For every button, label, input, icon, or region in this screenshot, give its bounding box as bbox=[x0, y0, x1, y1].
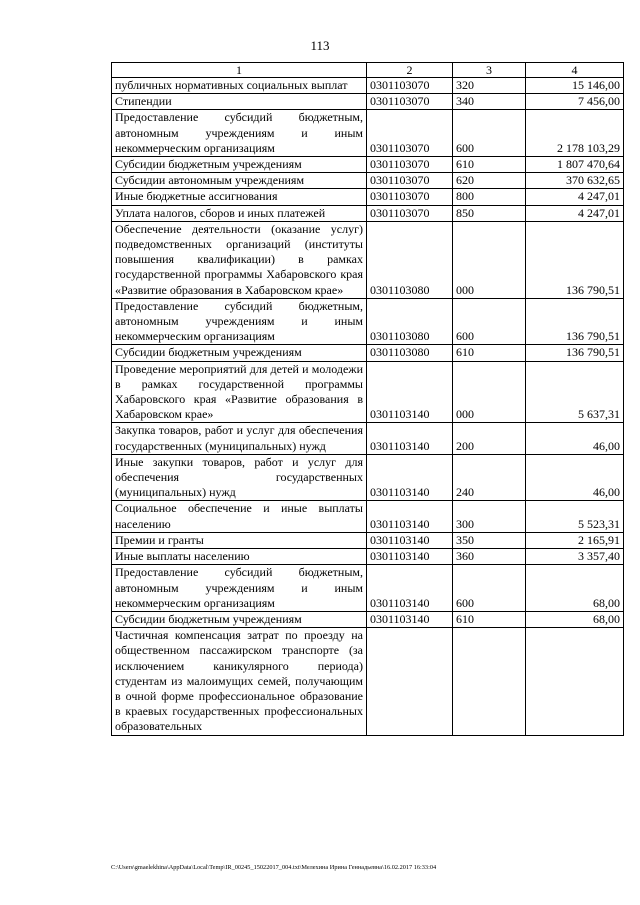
row-type: 800 bbox=[453, 189, 526, 205]
row-type: 240 bbox=[453, 454, 526, 501]
row-amount: 46,00 bbox=[526, 454, 624, 501]
budget-table bbox=[111, 62, 624, 736]
table-row bbox=[112, 345, 624, 361]
row-code: 0301103140 bbox=[367, 423, 453, 454]
row-type: 340 bbox=[453, 94, 526, 110]
table-row bbox=[112, 78, 624, 94]
row-amount: 136 790,51 bbox=[526, 345, 624, 361]
row-name: Иные выплаты населению bbox=[112, 549, 367, 565]
row-code: 0301103070 bbox=[367, 173, 453, 189]
table-row bbox=[112, 549, 624, 565]
row-code: 0301103080 bbox=[367, 298, 453, 345]
row-name: Стипендии bbox=[112, 94, 367, 110]
row-amount: 4 247,01 bbox=[526, 189, 624, 205]
row-type: 300 bbox=[453, 501, 526, 532]
row-amount: 3 357,40 bbox=[526, 549, 624, 565]
row-name: Обеспечение деятельности (оказание услуг) подведомственных организаций (институты повышения квалификации) в рамках государственной программы Хабаровского края «Развитие образования в Хабаровском крае» bbox=[112, 221, 367, 298]
row-type-empty bbox=[453, 628, 526, 735]
header-col-1: 1 bbox=[112, 63, 367, 78]
row-amount: 2 178 103,29 bbox=[526, 110, 624, 157]
table-row bbox=[112, 173, 624, 189]
row-name: Субсидии бюджетным учреждениям bbox=[112, 611, 367, 627]
row-name: Предоставление субсидий бюджетным, автономным учреждениям и иным некоммерческим организациям bbox=[112, 110, 367, 157]
row-code: 0301103140 bbox=[367, 565, 453, 612]
row-code: 0301103140 bbox=[367, 549, 453, 565]
row-amount: 1 807 470,64 bbox=[526, 157, 624, 173]
header-col-3: 3 bbox=[453, 63, 526, 78]
row-type: 850 bbox=[453, 205, 526, 221]
row-name: Частичная компенсация затрат по проезду на общественном пассажирском транспорте (за исключением каникулярного периода) студентам из малоимущих семей, получающим в очной форме профессиональное образование в краевых государственных профессиональных образовательных bbox=[112, 628, 367, 735]
document-footer-path: C:\Users\gmaelekhina\AppData\Local\Temp\IR_00245_15022017_004.txt\Мелехина Ирина Геннадьевна\16.02.2017 16:33:04 bbox=[111, 864, 437, 871]
row-amount: 136 790,51 bbox=[526, 221, 624, 298]
row-code: 0301103140 bbox=[367, 532, 453, 548]
table-row bbox=[112, 205, 624, 221]
row-name: Иные закупки товаров, работ и услуг для обеспечения государственных (муниципальных) нужд bbox=[112, 454, 367, 501]
table-row bbox=[112, 361, 624, 423]
row-code: 0301103070 bbox=[367, 205, 453, 221]
row-name: публичных нормативных социальных выплат bbox=[112, 78, 367, 94]
row-amount: 7 456,00 bbox=[526, 94, 624, 110]
row-type: 600 bbox=[453, 565, 526, 612]
table-row bbox=[112, 454, 624, 501]
table-row bbox=[112, 110, 624, 157]
table-row bbox=[112, 298, 624, 345]
table-row bbox=[112, 189, 624, 205]
table-row bbox=[112, 423, 624, 454]
row-code: 0301103080 bbox=[367, 345, 453, 361]
row-name: Проведение мероприятий для детей и молодежи в рамках государственной программы Хабаровского края «Развитие образования в Хабаровском крае» bbox=[112, 361, 367, 423]
header-col-2: 2 bbox=[367, 63, 453, 78]
row-name: Закупка товаров, работ и услуг для обеспечения государственных (муниципальных) нужд bbox=[112, 423, 367, 454]
row-name: Субсидии бюджетным учреждениям bbox=[112, 345, 367, 361]
row-amount: 5 523,31 bbox=[526, 501, 624, 532]
row-code: 0301103140 bbox=[367, 501, 453, 532]
table-row bbox=[112, 611, 624, 627]
row-amount: 370 632,65 bbox=[526, 173, 624, 189]
row-name: Иные бюджетные ассигнования bbox=[112, 189, 367, 205]
table-row bbox=[112, 157, 624, 173]
row-name: Предоставление субсидий бюджетным, автономным учреждениям и иным некоммерческим организациям bbox=[112, 565, 367, 612]
header-col-4: 4 bbox=[526, 63, 624, 78]
row-amount: 2 165,91 bbox=[526, 532, 624, 548]
page-number: 113 bbox=[310, 38, 330, 53]
row-amount-empty bbox=[526, 628, 624, 735]
row-name: Премии и гранты bbox=[112, 532, 367, 548]
row-type: 350 bbox=[453, 532, 526, 548]
row-type: 620 bbox=[453, 173, 526, 189]
table-row bbox=[112, 94, 624, 110]
table-row-continued bbox=[112, 628, 624, 735]
row-amount: 5 637,31 bbox=[526, 361, 624, 423]
row-amount: 136 790,51 bbox=[526, 298, 624, 345]
table-row bbox=[112, 221, 624, 298]
row-type: 200 bbox=[453, 423, 526, 454]
row-code: 0301103070 bbox=[367, 94, 453, 110]
row-type: 000 bbox=[453, 361, 526, 423]
row-amount: 4 247,01 bbox=[526, 205, 624, 221]
row-code: 0301103080 bbox=[367, 221, 453, 298]
row-name: Социальное обеспечение и иные выплаты населению bbox=[112, 501, 367, 532]
row-type: 610 bbox=[453, 345, 526, 361]
row-code: 0301103070 bbox=[367, 189, 453, 205]
row-type: 600 bbox=[453, 110, 526, 157]
row-type: 360 bbox=[453, 549, 526, 565]
row-type: 610 bbox=[453, 611, 526, 627]
row-type: 600 bbox=[453, 298, 526, 345]
row-code: 0301103070 bbox=[367, 157, 453, 173]
row-amount: 68,00 bbox=[526, 611, 624, 627]
row-amount: 15 146,00 bbox=[526, 78, 624, 94]
row-amount: 46,00 bbox=[526, 423, 624, 454]
table-body bbox=[112, 78, 624, 736]
row-code: 0301103140 bbox=[367, 454, 453, 501]
table-header-row bbox=[112, 63, 624, 78]
row-type: 320 bbox=[453, 78, 526, 94]
table-row bbox=[112, 532, 624, 548]
row-code: 0301103070 bbox=[367, 78, 453, 94]
row-code: 0301103140 bbox=[367, 361, 453, 423]
table-row bbox=[112, 565, 624, 612]
row-code-empty bbox=[367, 628, 453, 735]
row-type: 000 bbox=[453, 221, 526, 298]
row-name: Предоставление субсидий бюджетным, автономным учреждениям и иным некоммерческим организациям bbox=[112, 298, 367, 345]
row-code: 0301103070 bbox=[367, 110, 453, 157]
table-row bbox=[112, 501, 624, 532]
row-amount: 68,00 bbox=[526, 565, 624, 612]
row-name: Уплата налогов, сборов и иных платежей bbox=[112, 205, 367, 221]
row-code: 0301103140 bbox=[367, 611, 453, 627]
row-type: 610 bbox=[453, 157, 526, 173]
row-name: Субсидии бюджетным учреждениям bbox=[112, 157, 367, 173]
row-name: Субсидии автономным учреждениям bbox=[112, 173, 367, 189]
